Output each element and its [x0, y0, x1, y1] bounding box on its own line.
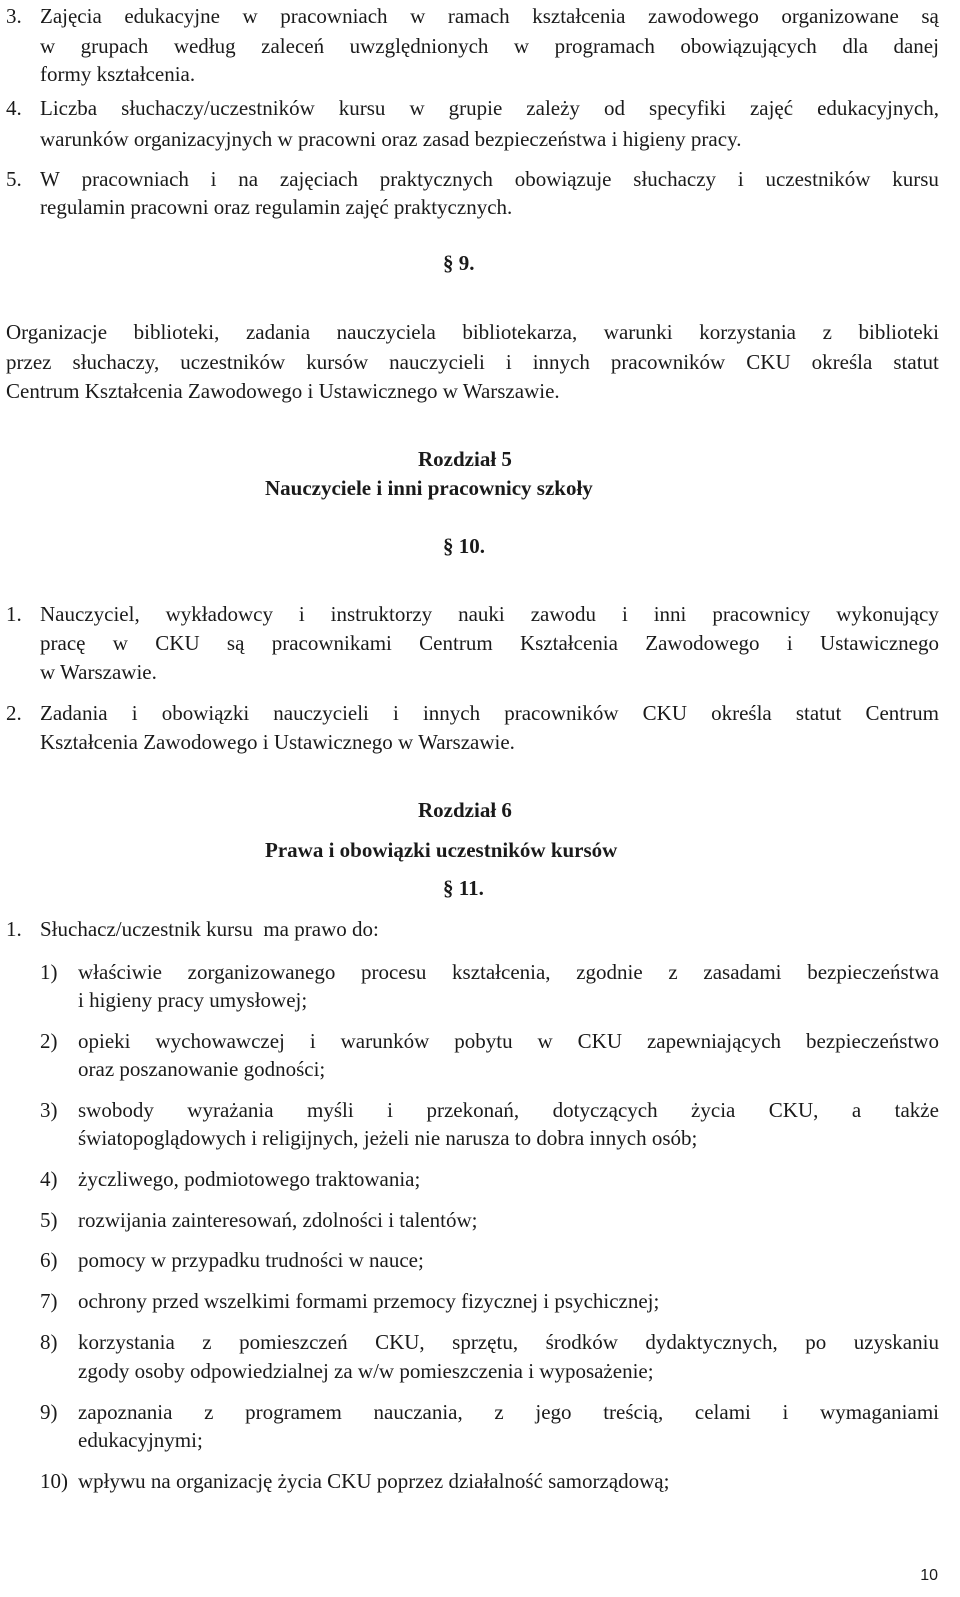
item-text-line: i higieny pracy umysłowej; [78, 988, 308, 1012]
item-text-line: korzystania z pomieszczeń CKU, sprzętu, środków dydaktycznych, po uzyskaniu [78, 1330, 939, 1354]
item-text-line: Kształcenia Zawodowego i Ustawicznego w Warszawie. [40, 730, 515, 754]
paragraph-line: Organizacje biblioteki, zadania nauczyciela bibliotekarza, warunki korzystania z biblioteki [6, 320, 939, 344]
section-9-sign: § 9. [443, 251, 475, 275]
item-text-line: Nauczyciel, wykładowcy i instruktorzy nauki zawodu i inni pracownicy wykonujący [40, 602, 939, 626]
item-text-line: zapoznania z programem nauczania, z jego treścią, celami i wymaganiami [78, 1400, 939, 1424]
page-number: 10 [920, 1567, 938, 1584]
item-number: 5. [6, 167, 22, 191]
item-text-line: Liczba słuchaczy/uczestników kursu w grupie zależy od specyfiki zajęć edukacyjnych, [40, 96, 939, 120]
item-text-line: Zajęcia edukacyjne w pracowniach w ramach kształcenia zawodowego organizowane są [40, 4, 939, 28]
item-text-line: pomocy w przypadku trudności w nauce; [78, 1248, 424, 1272]
item-text-line: rozwijania zainteresowań, zdolności i talentów; [78, 1208, 478, 1232]
item-text-line: W pracowniach i na zajęciach praktycznych obowiązuje słuchaczy i uczestników kursu [40, 167, 939, 191]
item-text-line: ochrony przed wszelkimi formami przemocy fizycznej i psychicznej; [78, 1289, 660, 1313]
item-text-line: warunków organizacyjnych w pracowni oraz zasad bezpieczeństwa i higieny pracy. [40, 127, 742, 151]
item-text-line: w grupach według zaleceń uwzględnionych w programach obowiązujących dla danej [40, 34, 939, 58]
item-number: 1. [6, 602, 22, 626]
item-number: 4. [6, 96, 22, 120]
item-number: 5) [40, 1208, 58, 1232]
item-number: 10) [40, 1469, 68, 1493]
item-text-line: zgody osoby odpowiedzialnej za w/w pomieszczenia i wyposażenie; [78, 1359, 654, 1383]
item-number: 2. [6, 701, 22, 725]
item-number: 7) [40, 1289, 58, 1313]
chapter-6-title: Rozdział 6 [418, 798, 512, 822]
paragraph-line: Centrum Kształcenia Zawodowego i Ustawicznego w Warszawie. [6, 379, 560, 403]
item-text-line: oraz poszanowanie godności; [78, 1057, 326, 1081]
item-text-line: swobody wyrażania myśli i przekonań, dotyczących życia CKU, a także [78, 1098, 939, 1122]
item-text-line: Zadania i obowiązki nauczycieli i innych pracowników CKU określa statut Centrum [40, 701, 939, 725]
item-text-line: opieki wychowawczej i warunków pobytu w CKU zapewniających bezpieczeństwo [78, 1029, 939, 1053]
item-number: 3) [40, 1098, 58, 1122]
item-text-line: formy kształcenia. [40, 62, 196, 86]
item-number: 1. [6, 917, 22, 941]
item-text-line: edukacyjnymi; [78, 1428, 203, 1452]
item-text-line: regulamin pracowni oraz regulamin zajęć praktycznych. [40, 195, 513, 219]
item-number: 3. [6, 4, 22, 28]
item-text-line: w Warszawie. [40, 660, 157, 684]
chapter-6-subtitle: Prawa i obowiązki uczestników kursów [265, 838, 618, 862]
section-10-sign: § 10. [443, 534, 485, 558]
item-text-line: światopoglądowych i religijnych, jeżeli nie narusza to dobra innych osób; [78, 1126, 698, 1150]
chapter-5-subtitle: Nauczyciele i inni pracownicy szkoły [265, 476, 593, 500]
paragraph-line: przez słuchaczy, uczestników kursów nauczycieli i innych pracowników CKU określa statut [6, 350, 939, 374]
section-11-sign: § 11. [443, 876, 484, 900]
item-number: 2) [40, 1029, 58, 1053]
item-text-line: wpływu na organizację życia CKU poprzez działalność samorządową; [78, 1469, 670, 1493]
item-text-line: pracę w CKU są pracownikami Centrum Kształcenia Zawodowego i Ustawicznego [40, 631, 939, 655]
item-text-line: właściwie zorganizowanego procesu kształcenia, zgodnie z zasadami bezpieczeństwa [78, 960, 939, 984]
intro-text: Słuchacz/uczestnik kursu ma prawo do: [40, 917, 379, 941]
chapter-5-title: Rozdział 5 [418, 447, 512, 471]
item-number: 4) [40, 1167, 58, 1191]
item-number: 9) [40, 1400, 58, 1424]
item-number: 6) [40, 1248, 58, 1272]
item-text-line: życzliwego, podmiotowego traktowania; [78, 1167, 421, 1191]
item-number: 8) [40, 1330, 58, 1354]
item-number: 1) [40, 960, 58, 984]
